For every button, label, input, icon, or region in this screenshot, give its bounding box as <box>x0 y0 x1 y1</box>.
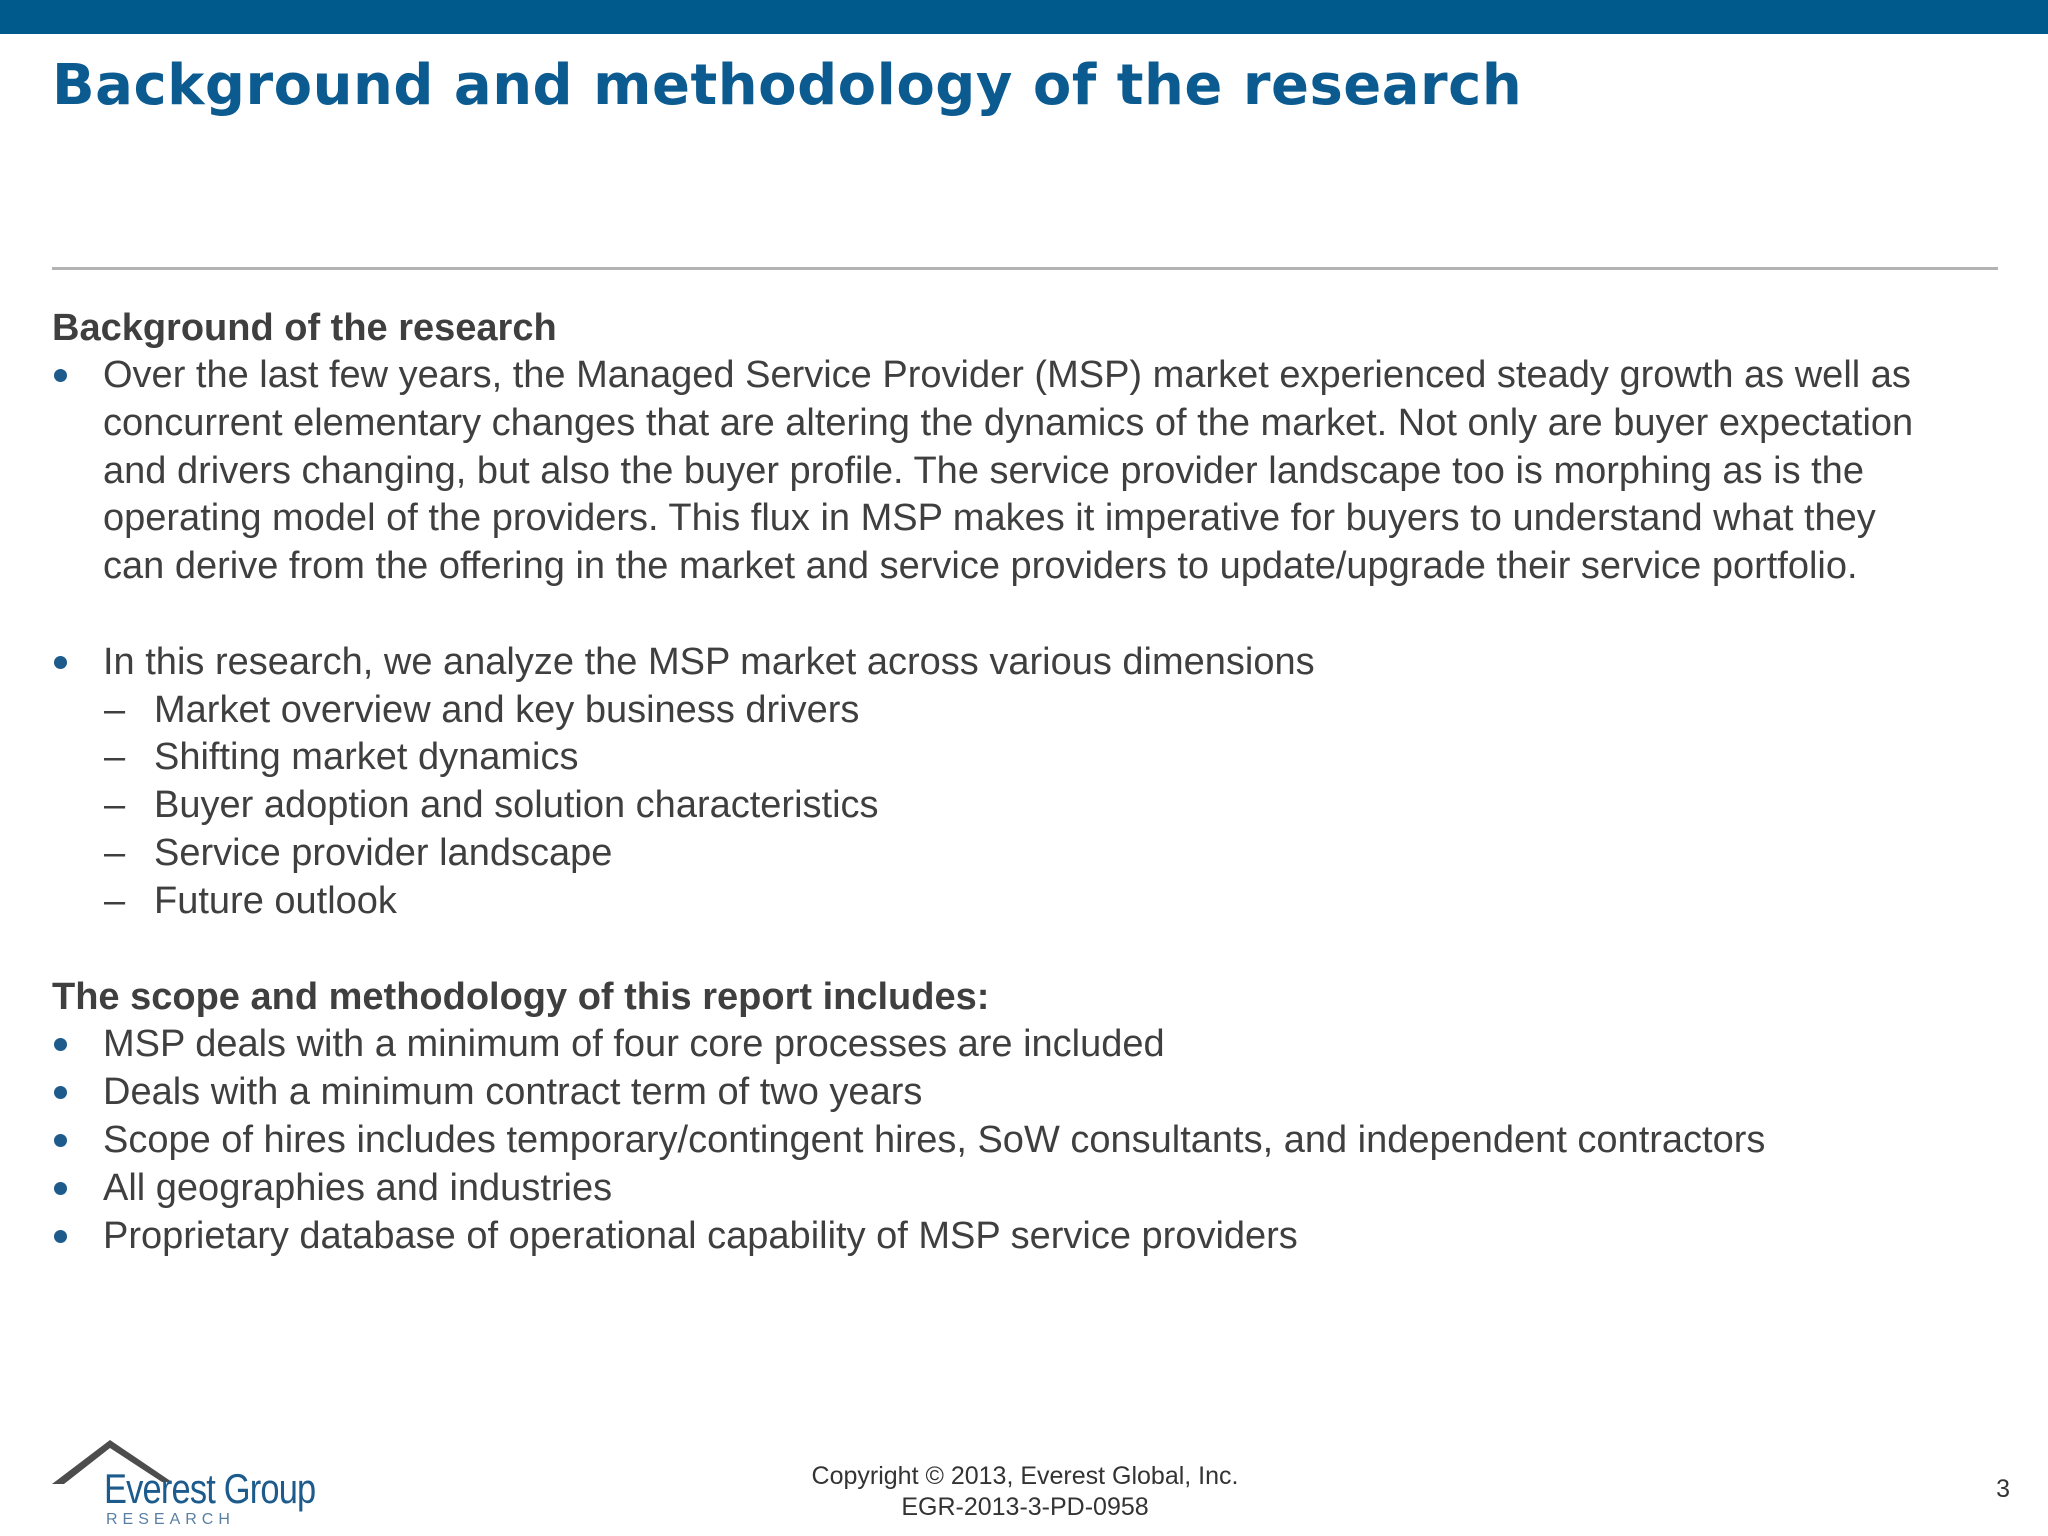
scope-item-text: Scope of hires includes temporary/contingent hires, SoW consultants, and independent contractors <box>103 1118 1766 1161</box>
paragraph-line: concurrent elementary changes that are altering the dynamics of the market. Not only are buyer expectation <box>103 401 1914 444</box>
top-bar <box>0 0 2048 34</box>
paragraph-line: and drivers changing, but also the buyer profile. The service provider landscape too is morphing as is the <box>103 449 1864 492</box>
document-id: EGR-2013-3-PD-0958 <box>901 1493 1149 1521</box>
scope-item <box>52 1165 2012 1213</box>
scope-item-text: Deals with a minimum contract term of two years <box>103 1071 923 1114</box>
dimension-item <box>52 687 2012 735</box>
dash-icon: – <box>104 736 126 779</box>
scope-heading: The scope and methodology of this report includes: <box>52 976 990 1019</box>
everest-group-logo <box>52 1434 332 1528</box>
background-heading: Background of the research <box>52 307 557 349</box>
paragraph-line: operating model of the providers. This flux in MSP makes it imperative for buyers to understand what they <box>103 497 1876 540</box>
copyright-text: Copyright © 2013, Everest Global, Inc. <box>811 1462 1239 1490</box>
slide-title: Background and methodology of the research <box>52 53 1523 118</box>
dimension-label: Market overview and key business drivers <box>154 688 860 731</box>
background-paragraph-bullet <box>52 352 2012 591</box>
logo-tagline: RESEARCH <box>106 1511 235 1528</box>
logo-name: Everest Group <box>104 1465 316 1512</box>
dash-icon: – <box>104 831 126 874</box>
scope-item <box>52 1117 2012 1165</box>
bullet-dot-icon <box>54 369 67 382</box>
dash-icon: – <box>104 688 126 731</box>
bullet-dot-icon <box>54 1182 67 1195</box>
dimension-item <box>52 830 2012 878</box>
bullet-dot-icon <box>54 1086 67 1099</box>
dimension-label: Shifting market dynamics <box>154 736 579 779</box>
slide-body <box>52 304 2012 1260</box>
title-divider <box>52 267 1998 270</box>
dimension-label: Service provider landscape <box>154 831 613 874</box>
scope-item <box>52 1069 2012 1117</box>
analysis-intro-text: In this research, we analyze the MSP market across various dimensions <box>103 640 1315 683</box>
scope-item-text: MSP deals with a minimum of four core processes are included <box>103 1023 1165 1066</box>
dimension-label: Future outlook <box>154 879 397 922</box>
analysis-intro-bullet <box>52 639 2012 687</box>
dash-icon: – <box>104 879 126 922</box>
scope-item-text: All geographies and industries <box>103 1166 613 1209</box>
paragraph-line: can derive from the offering in the market and service providers to update/upgrade their service portfolio. <box>103 545 1858 588</box>
page-number: 3 <box>1996 1475 2010 1503</box>
spacer <box>52 591 2012 639</box>
scope-item <box>52 1213 2012 1261</box>
spacer <box>52 926 2012 974</box>
scope-item-text: Proprietary database of operational capability of MSP service providers <box>103 1214 1298 1257</box>
dash-icon: – <box>104 784 126 827</box>
scope-item <box>52 1021 2012 1069</box>
footer-copyright <box>650 1461 1400 1523</box>
bullet-dot-icon <box>54 656 67 669</box>
bullet-dot-icon <box>54 1230 67 1243</box>
dimension-label: Buyer adoption and solution characteristics <box>154 784 879 827</box>
bullet-dot-icon <box>54 1134 67 1147</box>
dimension-item <box>52 878 2012 926</box>
paragraph-line: Over the last few years, the Managed Service Provider (MSP) market experienced steady growth as well as <box>103 354 1911 396</box>
dimension-item <box>52 734 2012 782</box>
bullet-dot-icon <box>54 1038 67 1051</box>
dimension-item <box>52 782 2012 830</box>
